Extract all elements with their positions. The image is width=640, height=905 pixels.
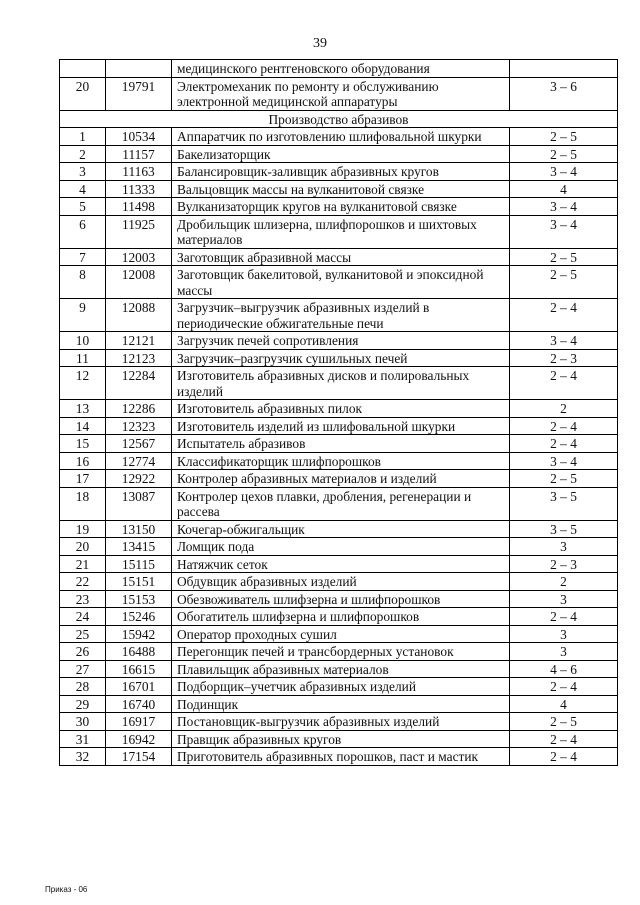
grade-range: 2 – 4 — [510, 748, 618, 766]
row-number: 5 — [60, 198, 106, 216]
profession-name: Балансировщик-заливщик абразивных кругов — [172, 163, 510, 181]
table-body — [60, 60, 618, 766]
profession-code: 12567 — [106, 435, 172, 453]
table-row — [60, 695, 618, 713]
table-row — [60, 713, 618, 731]
table-row — [60, 60, 618, 78]
row-number: 32 — [60, 748, 106, 766]
row-number: 17 — [60, 470, 106, 488]
grade-range: 3 – 4 — [510, 215, 618, 248]
grade-range: 3 – 6 — [510, 77, 618, 110]
row-number: 27 — [60, 660, 106, 678]
profession-name: Кочегар-обжигальщик — [172, 520, 510, 538]
profession-name: Перегонщик печей и трансбордерных установок — [172, 643, 510, 661]
grade-range: 2 – 5 — [510, 248, 618, 266]
profession-code: 11157 — [106, 145, 172, 163]
profession-name: Контролер цехов плавки, дробления, регенерации и рассева — [172, 487, 510, 520]
table-row — [60, 299, 618, 332]
grade-range: 2 – 3 — [510, 555, 618, 573]
grade-range: 3 – 4 — [510, 198, 618, 216]
table-row — [60, 248, 618, 266]
row-number: 23 — [60, 590, 106, 608]
grade-range: 2 – 5 — [510, 266, 618, 299]
row-number: 30 — [60, 713, 106, 731]
row-number: 2 — [60, 145, 106, 163]
grade-range: 2 – 5 — [510, 128, 618, 146]
grade-range: 4 — [510, 180, 618, 198]
profession-name: Правщик абразивных кругов — [172, 730, 510, 748]
table-row — [60, 180, 618, 198]
row-number: 11 — [60, 349, 106, 367]
profession-code: 15942 — [106, 625, 172, 643]
profession-name: Подинщик — [172, 695, 510, 713]
row-number: 22 — [60, 573, 106, 591]
grade-range: 3 — [510, 643, 618, 661]
profession-code: 11925 — [106, 215, 172, 248]
profession-code: 16488 — [106, 643, 172, 661]
table-row — [60, 77, 618, 110]
grade-range: 3 — [510, 538, 618, 556]
grade-range: 2 – 4 — [510, 608, 618, 626]
page-number: 39 — [313, 36, 327, 51]
profession-code: 12323 — [106, 417, 172, 435]
profession-name: Загрузчик печей сопротивления — [172, 332, 510, 350]
profession-name: Плавильщик абразивных материалов — [172, 660, 510, 678]
profession-code: 12284 — [106, 367, 172, 400]
row-number: 28 — [60, 678, 106, 696]
profession-name: Аппаратчик по изготовлению шлифовальной шкурки — [172, 128, 510, 146]
grade-range: 3 – 4 — [510, 452, 618, 470]
profession-name: Обдувщик абразивных изделий — [172, 573, 510, 591]
grade-range: 2 – 5 — [510, 145, 618, 163]
profession-code: 15153 — [106, 590, 172, 608]
profession-name: Дробильщик шлизерна, шлифпорошков и шихтовых материалов — [172, 215, 510, 248]
row-number: 4 — [60, 180, 106, 198]
table-row — [60, 520, 618, 538]
profession-name: Оператор проходных сушил — [172, 625, 510, 643]
professions-table — [59, 59, 618, 766]
profession-code: 16942 — [106, 730, 172, 748]
profession-code: 11333 — [106, 180, 172, 198]
grade-range: 2 – 5 — [510, 713, 618, 731]
grade-range — [510, 60, 618, 78]
grade-range: 2 – 4 — [510, 730, 618, 748]
profession-name: Подборщик–учетчик абразивных изделий — [172, 678, 510, 696]
table-row — [60, 625, 618, 643]
profession-name: Изготовитель абразивных пилок — [172, 400, 510, 418]
profession-code: 13415 — [106, 538, 172, 556]
table-row — [60, 198, 618, 216]
profession-name: Загрузчик–разгрузчик сушильных печей — [172, 349, 510, 367]
profession-name: Заготовщик бакелитовой, вулканитовой и эпоксидной массы — [172, 266, 510, 299]
row-number: 25 — [60, 625, 106, 643]
row-number: 20 — [60, 77, 106, 110]
row-number: 20 — [60, 538, 106, 556]
table-row — [60, 435, 618, 453]
table-row — [60, 487, 618, 520]
row-number: 1 — [60, 128, 106, 146]
grade-range: 4 – 6 — [510, 660, 618, 678]
table-row — [60, 608, 618, 626]
grade-range: 3 – 4 — [510, 332, 618, 350]
profession-name: Вальцовщик массы на вулканитовой связке — [172, 180, 510, 198]
table-row — [60, 643, 618, 661]
table-row — [60, 452, 618, 470]
profession-code: 11498 — [106, 198, 172, 216]
profession-name: Загрузчик–выгрузчик абразивных изделий в периодические обжигательные печи — [172, 299, 510, 332]
grade-range: 2 – 4 — [510, 367, 618, 400]
table-row — [60, 266, 618, 299]
row-number: 21 — [60, 555, 106, 573]
row-number: 31 — [60, 730, 106, 748]
profession-name: Изготовитель абразивных дисков и полировальных изделий — [172, 367, 510, 400]
grade-range: 2 — [510, 573, 618, 591]
profession-code: 16615 — [106, 660, 172, 678]
profession-name: Обогатитель шлифзерна и шлифпорошков — [172, 608, 510, 626]
grade-range: 2 — [510, 400, 618, 418]
row-number: 7 — [60, 248, 106, 266]
profession-name: Классификаторщик шлифпорошков — [172, 452, 510, 470]
profession-name: Ломщик пода — [172, 538, 510, 556]
row-number: 8 — [60, 266, 106, 299]
table-row — [60, 145, 618, 163]
grade-range: 4 — [510, 695, 618, 713]
profession-code: 13150 — [106, 520, 172, 538]
row-number: 6 — [60, 215, 106, 248]
profession-name: медицинского рентгеновского оборудования — [172, 60, 510, 78]
row-number: 29 — [60, 695, 106, 713]
profession-name: Постановщик-выгрузчик абразивных изделий — [172, 713, 510, 731]
profession-name: Приготовитель абразивных порошков, паст и мастик — [172, 748, 510, 766]
profession-name: Натяжчик сеток — [172, 555, 510, 573]
profession-code: 12922 — [106, 470, 172, 488]
table-row — [60, 215, 618, 248]
profession-code: 19791 — [106, 77, 172, 110]
table-row — [60, 349, 618, 367]
row-number: 19 — [60, 520, 106, 538]
row-number: 26 — [60, 643, 106, 661]
profession-code: 12003 — [106, 248, 172, 266]
profession-code: 10534 — [106, 128, 172, 146]
section-title: Производство абразивов — [60, 110, 618, 128]
row-number: 24 — [60, 608, 106, 626]
table-row — [60, 590, 618, 608]
profession-name: Контролер абразивных материалов и изделий — [172, 470, 510, 488]
row-number: 18 — [60, 487, 106, 520]
table-row — [60, 660, 618, 678]
table-row — [60, 417, 618, 435]
table-row — [60, 730, 618, 748]
profession-code: 12286 — [106, 400, 172, 418]
table-row — [60, 748, 618, 766]
row-number: 3 — [60, 163, 106, 181]
profession-code: 11163 — [106, 163, 172, 181]
profession-code: 16917 — [106, 713, 172, 731]
grade-range: 2 – 3 — [510, 349, 618, 367]
table-row — [60, 400, 618, 418]
table-row — [60, 573, 618, 591]
grade-range: 3 – 4 — [510, 163, 618, 181]
table-row — [60, 470, 618, 488]
profession-name: Заготовщик абразивной массы — [172, 248, 510, 266]
row-number: 15 — [60, 435, 106, 453]
profession-code: 12121 — [106, 332, 172, 350]
profession-code: 15115 — [106, 555, 172, 573]
profession-name: Испытатель абразивов — [172, 435, 510, 453]
table-row — [60, 678, 618, 696]
profession-code: 16740 — [106, 695, 172, 713]
profession-name: Изготовитель изделий из шлифовальной шкурки — [172, 417, 510, 435]
row-number: 13 — [60, 400, 106, 418]
grade-range: 2 – 4 — [510, 678, 618, 696]
grade-range: 2 – 4 — [510, 299, 618, 332]
profession-code: 12008 — [106, 266, 172, 299]
row-number: 9 — [60, 299, 106, 332]
row-number: 10 — [60, 332, 106, 350]
row-number: 14 — [60, 417, 106, 435]
table-row — [60, 332, 618, 350]
profession-code: 12774 — [106, 452, 172, 470]
profession-name: Вулканизаторщик кругов на вулканитовой связке — [172, 198, 510, 216]
profession-name: Бакелизаторщик — [172, 145, 510, 163]
profession-code: 17154 — [106, 748, 172, 766]
grade-range: 2 – 4 — [510, 417, 618, 435]
footer-note: Приказ - 06 — [45, 885, 88, 894]
profession-code: 12088 — [106, 299, 172, 332]
grade-range: 3 – 5 — [510, 487, 618, 520]
table-row — [60, 128, 618, 146]
table-row — [60, 538, 618, 556]
table-row — [60, 555, 618, 573]
row-number — [60, 60, 106, 78]
table-row — [60, 367, 618, 400]
profession-name: Электромеханик по ремонту и обслуживанию электронной медицинской аппаратуры — [172, 77, 510, 110]
grade-range: 3 — [510, 590, 618, 608]
profession-code: 12123 — [106, 349, 172, 367]
section-header-row — [60, 110, 618, 128]
profession-code: 15246 — [106, 608, 172, 626]
table-row — [60, 163, 618, 181]
profession-code — [106, 60, 172, 78]
row-number: 16 — [60, 452, 106, 470]
row-number: 12 — [60, 367, 106, 400]
grade-range: 3 – 5 — [510, 520, 618, 538]
grade-range: 2 – 5 — [510, 470, 618, 488]
grade-range: 2 – 4 — [510, 435, 618, 453]
grade-range: 3 — [510, 625, 618, 643]
profession-name: Обезвоживатель шлифзерна и шлифпорошков — [172, 590, 510, 608]
profession-code: 16701 — [106, 678, 172, 696]
profession-code: 13087 — [106, 487, 172, 520]
profession-code: 15151 — [106, 573, 172, 591]
